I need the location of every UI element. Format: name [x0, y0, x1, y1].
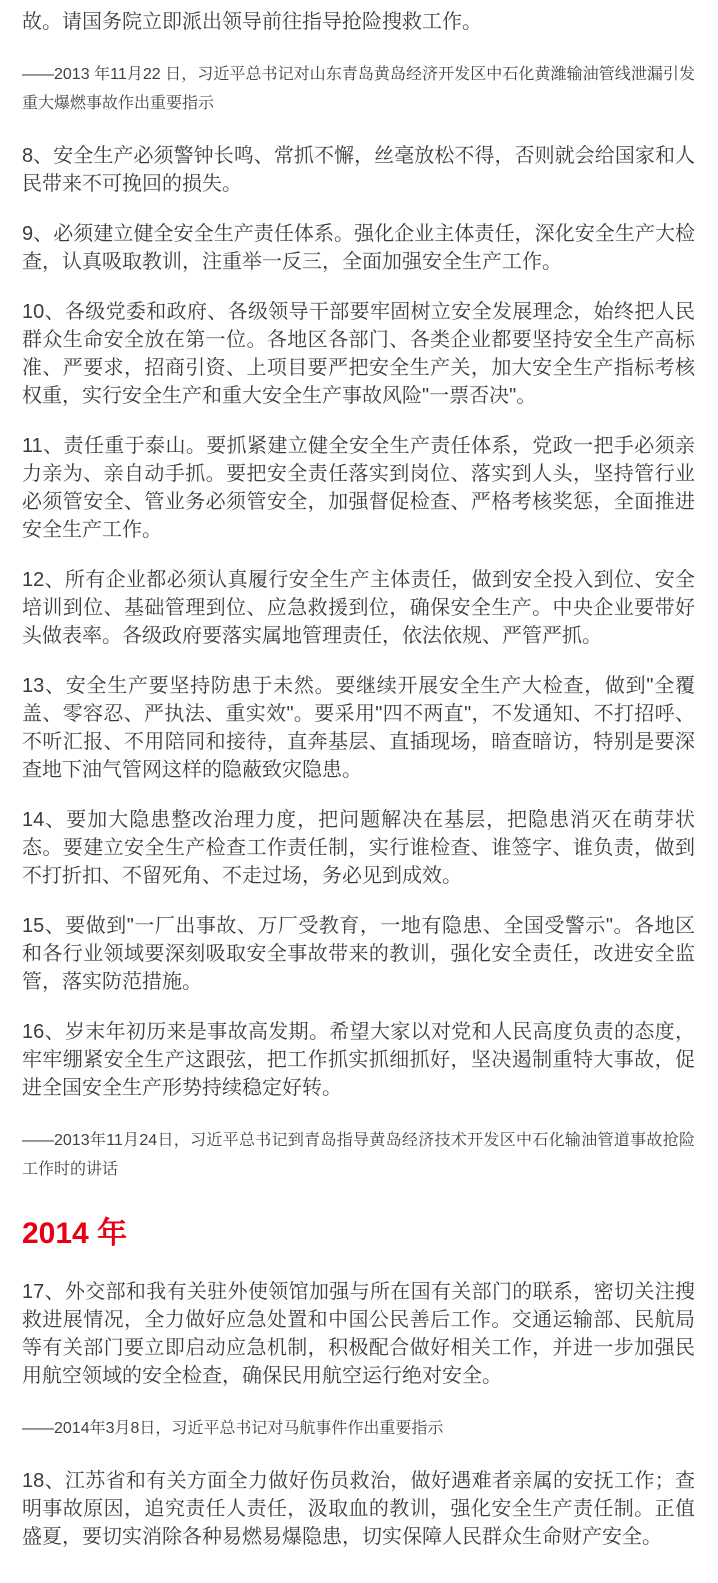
paragraph: 11、责任重于泰山。要抓紧建立健全安全生产责任体系，党政一把手必须亲力亲为、亲自动手抓。要把安全责任落实到岗位、落实到人头，坚持管行业必须管安全、管业务必须管安全，加强督促检查、严格考核奖惩，全面推进安全生产工作。 [22, 435, 695, 541]
paragraph: 9、必须建立健全安全生产责任体系。强化企业主体责任，深化安全生产大检查，认真吸取教训，注重举一反三，全面加强安全生产工作。 [22, 223, 695, 273]
paragraph: 18、江苏省和有关方面全力做好伤员救治，做好遇难者亲属的安抚工作；查明事故原因，追究责任人责任，汲取血的教训，强化安全生产责任制。正值盛夏，要切实消除各种易燃易爆隐患，切实保障人民群众生命财产安全。 [22, 1470, 695, 1548]
citation-line: ——2014年3月8日，习近平总书记对马航事件作出重要指示 [22, 1420, 444, 1437]
paragraph: 10、各级党委和政府、各级领导干部要牢固树立安全发展理念，始终把人民群众生命安全放在第一位。各地区各部门、各类企业都要坚持安全生产高标准、严要求，招商引资、上项目要严把安全生产关，加大安全生产指标考核权重，实行安全生产和重大安全生产事故风险"一票否决"。 [22, 301, 695, 407]
paragraph: 8、安全生产必须警钟长鸣、常抓不懈，丝毫放松不得，否则就会给国家和人民带来不可挽回的损失。 [22, 145, 695, 195]
citation-line: ——2013 年11月22 日，习近平总书记对山东青岛黄岛经济开发区中石化黄潍输油管线泄漏引发重大爆燃事故作出重要指示 [22, 66, 695, 112]
year-heading: 2014 年 [22, 1217, 128, 1250]
paragraph: 故。请国务院立即派出领导前往指导抢险搜救工作。 [22, 11, 482, 33]
paragraph: 16、岁末年初历来是事故高发期。希望大家以对党和人民高度负责的态度，牢牢绷紧安全生产这跟弦，把工作抓实抓细抓好，坚决遏制重特大事故，促进全国安全生产形势持续稳定好转。 [22, 1021, 695, 1099]
paragraph: 15、要做到"一厂出事故、万厂受教育，一地有隐患、全国受警示"。各地区和各行业领域要深刻吸取安全事故带来的教训，强化安全责任，改进安全监管，落实防范措施。 [22, 915, 695, 993]
paragraph: 14、要加大隐患整改治理力度，把问题解决在基层，把隐患消灭在萌芽状态。要建立安全生产检查工作责任制，实行谁检查、谁签字、谁负责，做到不打折扣、不留死角、不走过场，务必见到成效。 [22, 809, 695, 887]
article-content [22, 8, 695, 1551]
paragraph: 13、安全生产要坚持防患于未然。要继续开展安全生产大检查，做到"全覆盖、零容忍、严执法、重实效"。要采用"四不两直"，不发通知、不打招呼、不听汇报、不用陪同和接待，直奔基层、直插现场，暗查暗访，特别是要深查地下油气管网这样的隐蔽致灾隐患。 [22, 675, 695, 781]
paragraph: 12、所有企业都必须认真履行安全生产主体责任，做到安全投入到位、安全培训到位、基础管理到位、应急救援到位，确保安全生产。中央企业要带好头做表率。各级政府要落实属地管理责任，依法依规、严管严抓。 [22, 569, 695, 647]
paragraph: 17、外交部和我有关驻外使领馆加强与所在国有关部门的联系，密切关注搜救进展情况，全力做好应急处置和中国公民善后工作。交通运输部、民航局等有关部门要立即启动应急机制，积极配合做好相关工作，并进一步加强民用航空领域的安全检查，确保民用航空运行绝对安全。 [22, 1281, 695, 1387]
citation-line: ——2013年11月24日，习近平总书记到青岛指导黄岛经济技术开发区中石化输油管道事故抢险工作时的讲话 [22, 1132, 695, 1178]
